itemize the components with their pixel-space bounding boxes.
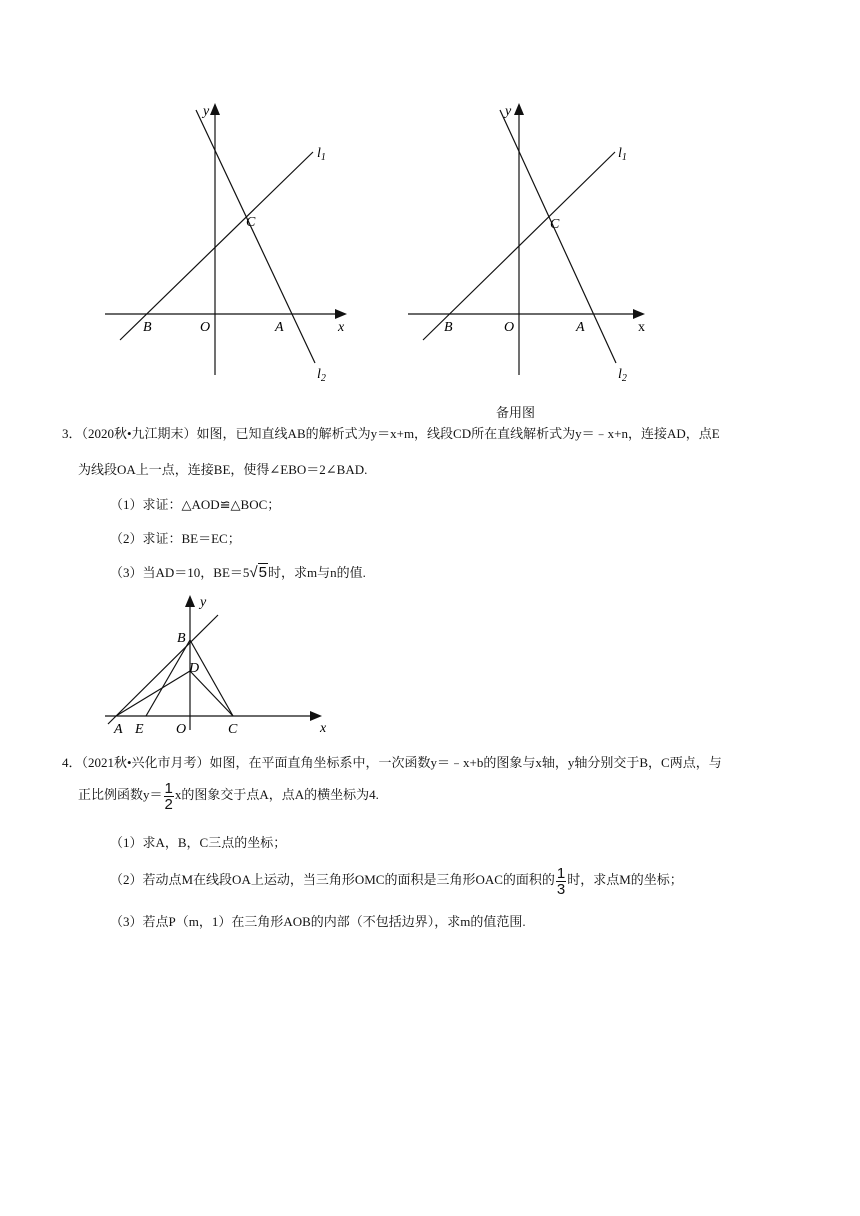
q4-part1: （1）求A，B，C三点的坐标； (110, 835, 287, 850)
label-x: x (638, 320, 645, 335)
sqrt-symbol: √5 (249, 564, 267, 581)
q3-part3 (110, 565, 366, 581)
q3-part1: （1）求证：△AOD≌△BOC； (110, 497, 281, 512)
q3-part2: （2）求证：BE＝EC； (110, 531, 241, 546)
label-l1: $l_1$ (618, 146, 627, 163)
label-l1: $l_1$ (317, 146, 326, 163)
y-axis-arrow (514, 103, 524, 115)
q3-part3-post: 时，求m与n的值. (267, 565, 366, 580)
figure-3 (100, 590, 340, 740)
label-O: O (200, 320, 211, 335)
x-axis-arrow (633, 309, 645, 319)
label-B: B (177, 631, 186, 646)
q3-line2: 为线段OA上一点，连接BE，使得∠EBO＝2∠BAD. (78, 462, 368, 477)
fraction-denominator: 2 (164, 795, 173, 813)
segment-AD (116, 671, 190, 716)
q4-part2-pre: （2）若动点M在线段OA上运动，当三角形OMC的面积是三角形OAC的面积的 (110, 872, 555, 887)
q4-part2-post: 时，求点M的坐标； (567, 872, 683, 887)
line-l1 (120, 152, 313, 340)
line-AB (108, 615, 218, 724)
label-C: C (246, 215, 256, 230)
q4-line2 (78, 780, 379, 812)
figure-2 (398, 95, 668, 390)
label-l2: $l_2$ (618, 367, 627, 384)
label-B: B (143, 320, 152, 335)
label-x: x (320, 721, 327, 736)
label-l2: $l_2$ (317, 367, 326, 384)
line-l2 (196, 110, 315, 363)
q4-part2 (110, 865, 683, 897)
label-C: C (228, 722, 238, 737)
q4-line2-post: x的图象交于点A，点A的横坐标为4. (174, 787, 379, 802)
label-y: y (200, 595, 207, 610)
label-y: y (203, 104, 210, 119)
label-B: B (444, 320, 453, 335)
x-axis-arrow (335, 309, 347, 319)
label-D: D (189, 661, 200, 676)
label-A: A (576, 320, 585, 335)
line-l2 (500, 110, 616, 363)
q4-line1: 4．（2021秋•兴化市月考）如图，在平面直角坐标系中，一次函数y＝﹣x+b的图象与x轴，y轴分别交于B，C两点，与 (62, 755, 722, 770)
fraction-denominator: 3 (556, 880, 566, 898)
q4-line2-pre: 正比例函数y＝ (78, 787, 163, 802)
label-E: E (135, 722, 144, 737)
figure-1 (95, 95, 365, 390)
y-axis-arrow (185, 595, 195, 607)
fraction-numerator: 1 (164, 779, 173, 797)
q3-line1: 3．（2020秋•九江期末）如图，已知直线AB的解析式为y＝x+m，线段CD所在直线解析式为y＝﹣x+n，连接AD，点E (62, 426, 720, 441)
fraction-numerator: 1 (556, 864, 566, 882)
label-O: O (504, 320, 515, 335)
x-axis-arrow (310, 711, 322, 721)
label-A: A (275, 320, 284, 335)
q3-part3-pre: （3）当AD＝10，BE＝5 (110, 565, 250, 580)
q4-part3: （3）若点P（m，1）在三角形AOB的内部（不包括边界），求m的值范围. (110, 914, 526, 929)
segment-BE (146, 640, 190, 716)
label-x: x (338, 320, 345, 335)
label-y: y (505, 104, 512, 119)
fraction-one-half (164, 781, 174, 812)
y-axis-arrow (210, 103, 220, 115)
label-C: C (550, 217, 560, 232)
figure-2-caption: 备用图 (496, 405, 536, 420)
q3-part3-radicand: 5 (258, 564, 267, 581)
label-O: O (176, 722, 187, 737)
fraction-one-third (556, 866, 566, 897)
label-A: A (114, 722, 123, 737)
